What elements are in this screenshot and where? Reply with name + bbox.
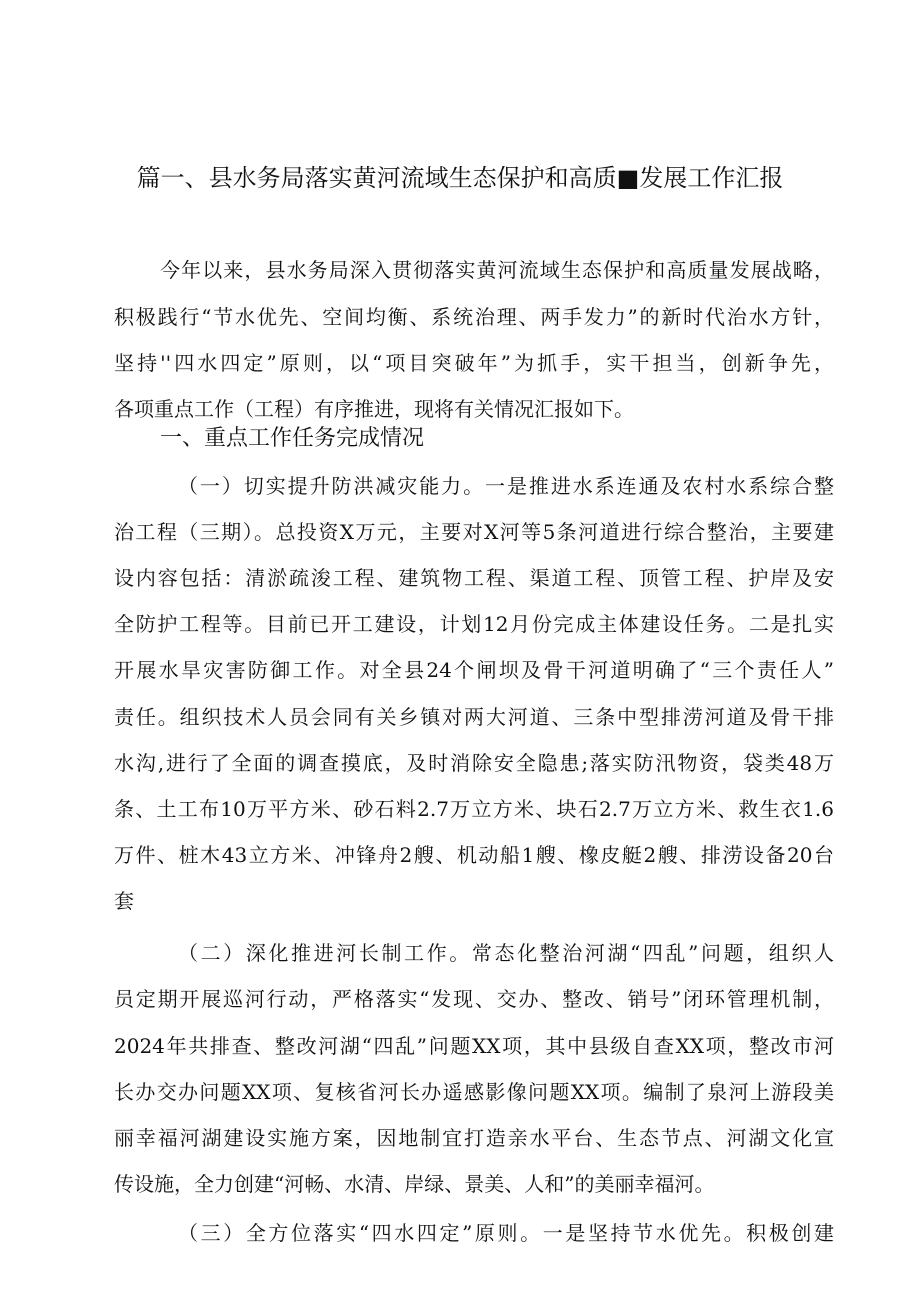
- para1-line: 设内容包括：清淤疏浚工程、建筑物工程、渠道工程、顶管工程、护岸及安: [114, 566, 834, 590]
- para1-line: 万件、桩木43立方米、冲锋舟2艘、机动船1艘、橡皮艇2艘、排涝设备20台: [114, 843, 834, 867]
- para2-line: 2024年共排查、整改河湖“四乱”问题XX项，其中县级自查XX项，整改市河: [114, 1034, 834, 1058]
- intro-line: 坚持''四水四定”原则，以“项目突破年”为抓手，实干担当，创新争先，: [114, 351, 834, 375]
- para1-line: （一）切实提升防洪减灾能力。一是推进水系连通及农村水系综合整: [178, 474, 834, 498]
- para1-line: 全防护工程等。目前已开工建设，计划12月份完成主体建设任务。二是扎实: [114, 612, 834, 636]
- intro-line: 今年以来，县水务局深入贯彻落实黄河流域生态保护和高质量发展战略，: [160, 258, 834, 282]
- para2-line: 传设施，全力创建“河畅、水清、岸绿、景美、人和”的美丽幸福河。: [114, 1172, 715, 1196]
- para2-line: 员定期开展巡河行动，严格落实“发现、交办、整改、销号”闭环管理机制，: [114, 987, 834, 1011]
- para3-line: （三）全方位落实“四水四定”原则。一是坚持节水优先。积极创建: [178, 1221, 834, 1245]
- intro-line: 积极践行“节水优先、空间均衡、系统治理、两手发力”的新时代治水方针，: [114, 305, 834, 329]
- section-heading: 一、重点工作任务完成情况: [160, 426, 425, 451]
- para1-line: 条、土工布10万平方米、砂石料2.7万立方米、块石2.7万立方米、救生衣1.6: [114, 797, 834, 821]
- para2-line: （二）深化推进河长制工作。常态化整治河湖“四乱”问题，组织人: [178, 941, 834, 965]
- document-title: 篇一、县水务局落实黄河流域生态保护和高质■发展工作汇报: [136, 164, 784, 192]
- para1-line: 治工程（三期）。总投资X万元，主要对X河等5条河道进行综合整治，主要建: [114, 520, 834, 544]
- para2-line: 丽幸福河湖建设实施方案，因地制宜打造亲水平台、生态节点、河湖文化宣: [114, 1126, 834, 1150]
- para1-line: 水沟,进行了全面的调查摸底，及时消除安全隐患;落实防汛物资，袋类48万: [114, 751, 834, 775]
- para2-line: 长办交办问题XX项、复核省河长办遥感影像问题XX项。编制了泉河上游段美: [114, 1080, 834, 1104]
- para1-line: 开展水旱灾害防御工作。对全县24个闸坝及骨干河道明确了“三个责任人”: [114, 658, 834, 682]
- para1-line: 套: [114, 889, 134, 913]
- intro-line: 各项重点工作（工程）有序推进，现将有关情况汇报如下。: [114, 397, 634, 421]
- para1-line: 责任。组织技术人员会同有关乡镇对两大河道、三条中型排涝河道及骨干排: [114, 705, 834, 729]
